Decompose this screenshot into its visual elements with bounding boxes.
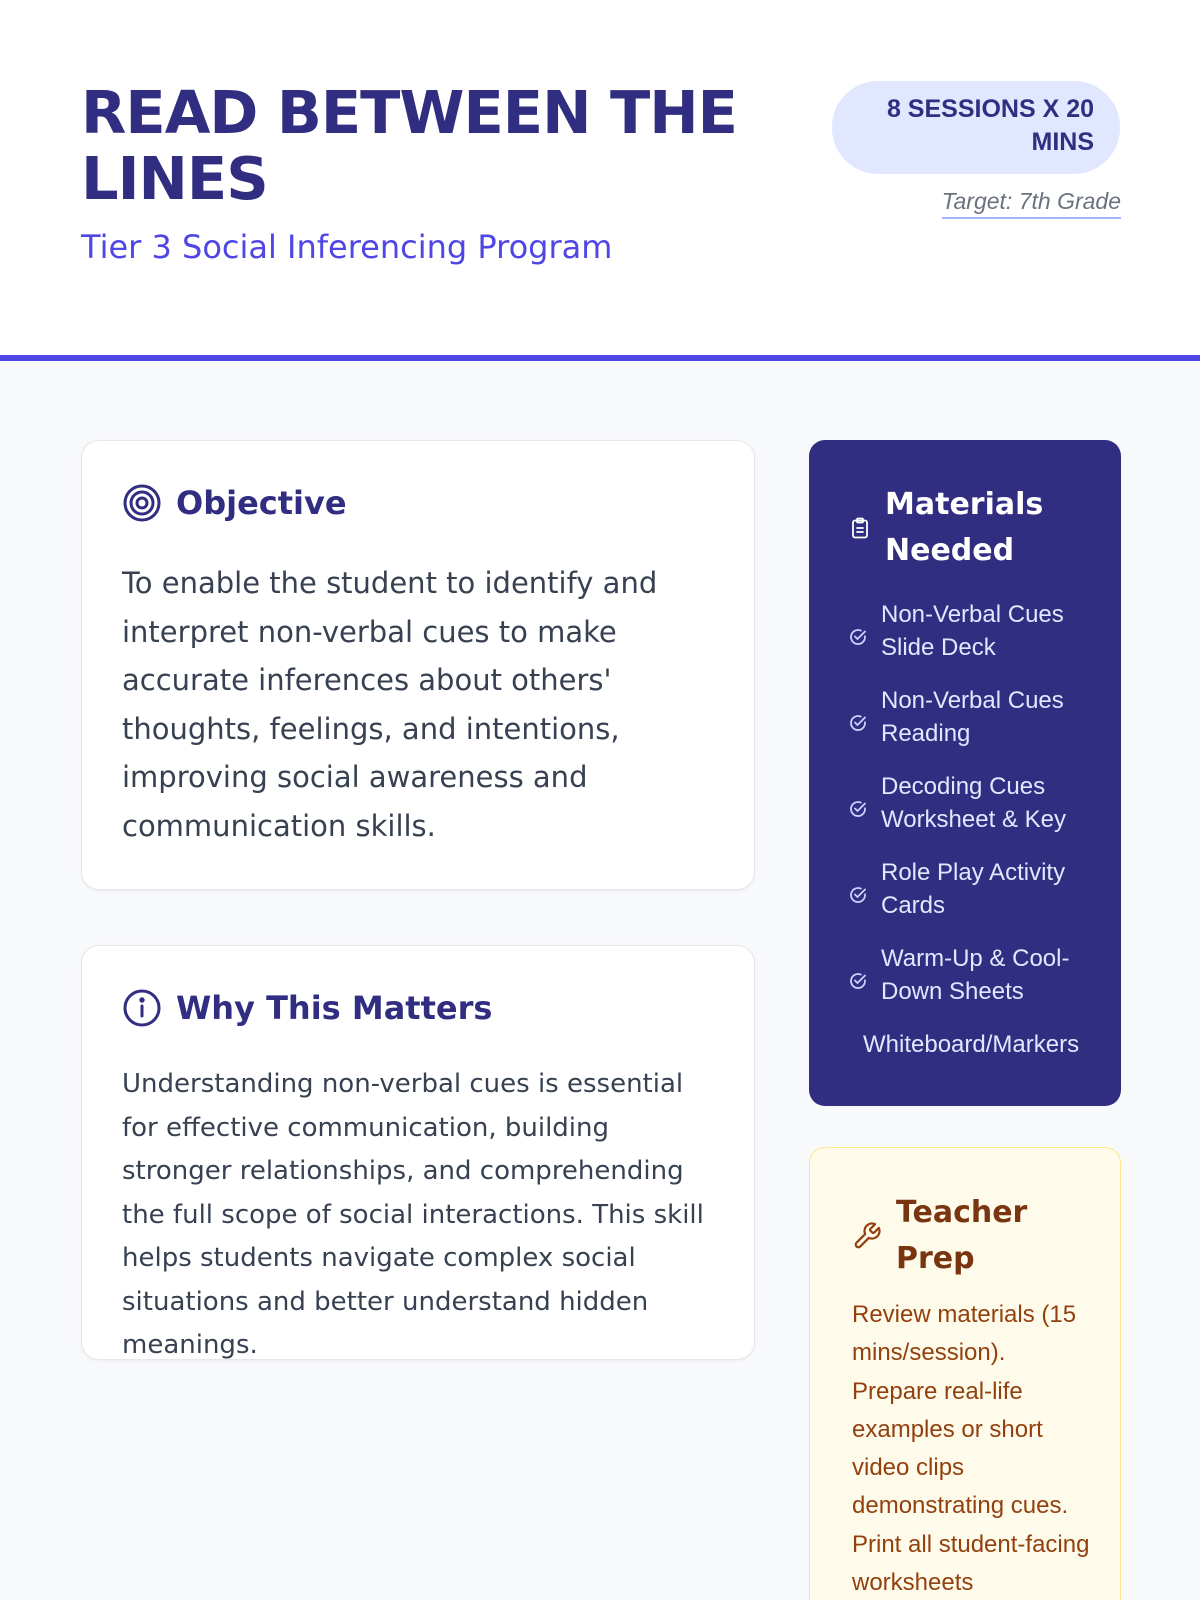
objective-heading <box>122 483 347 523</box>
list-item <box>849 684 1099 750</box>
clipboard-icon <box>849 517 871 539</box>
objective-title: Objective <box>176 484 347 522</box>
list-item <box>849 1028 1099 1061</box>
objective-card <box>81 440 755 890</box>
teacher-prep-panel <box>809 1147 1121 1600</box>
check-circle-icon <box>849 880 867 898</box>
info-icon <box>122 988 162 1028</box>
list-item <box>849 770 1099 836</box>
material-label: Warm-Up & Cool-Down Sheets <box>881 945 1070 1005</box>
objective-text: To enable the student to identify and interpret non-verbal cues to make accurate inferences about others' thoughts, feelings, and intentions, improving social awareness and communication skills. <box>122 566 658 843</box>
why-matters-card <box>81 945 755 1360</box>
teacher-prep-heading <box>852 1190 1076 1282</box>
check-circle-icon <box>849 966 867 984</box>
check-circle-icon <box>849 708 867 726</box>
teacher-prep-title: Teacher Prep <box>896 1195 1028 1276</box>
material-label: Decoding Cues Worksheet & Key <box>881 773 1066 833</box>
target-grade-label: Target: 7th Grade <box>942 188 1121 219</box>
target-icon <box>122 483 162 523</box>
materials-list <box>849 598 1099 1081</box>
teacher-prep-text: Review materials (15 mins/session). Prepare real-life examples or short video clips demonstrating cues. Print all student-facing worksheets <box>852 1301 1090 1597</box>
material-label: Whiteboard/Markers <box>863 1031 1080 1058</box>
why-matters-title: Why This Matters <box>176 989 493 1027</box>
materials-title: Materials Needed <box>885 487 1044 568</box>
material-label: Non-Verbal Cues Reading <box>881 687 1064 747</box>
check-circle-icon <box>849 794 867 812</box>
materials-panel <box>809 440 1121 1106</box>
list-item <box>849 942 1099 1008</box>
material-label: Non-Verbal Cues Slide Deck <box>881 601 1064 661</box>
list-item <box>849 598 1099 664</box>
material-label: Role Play Activity Cards <box>881 859 1066 919</box>
page-subtitle: Tier 3 Social Inferencing Program <box>81 228 613 266</box>
list-item <box>849 856 1099 922</box>
materials-heading <box>849 482 1065 574</box>
wrench-icon <box>852 1221 882 1251</box>
why-matters-text: Understanding non-verbal cues is essential for effective communication, building stronger relationships, and comprehending the full scope of social interactions. This skill helps students navigate complex social situations and better understand hidden meanings. <box>122 1069 704 1360</box>
why-matters-heading <box>122 988 492 1028</box>
page-header <box>0 0 1200 361</box>
check-circle-icon <box>849 622 867 640</box>
sessions-badge: 8 SESSIONS X 20 MINS <box>832 81 1120 174</box>
page-title: READ BETWEEN THE LINES <box>81 78 737 213</box>
